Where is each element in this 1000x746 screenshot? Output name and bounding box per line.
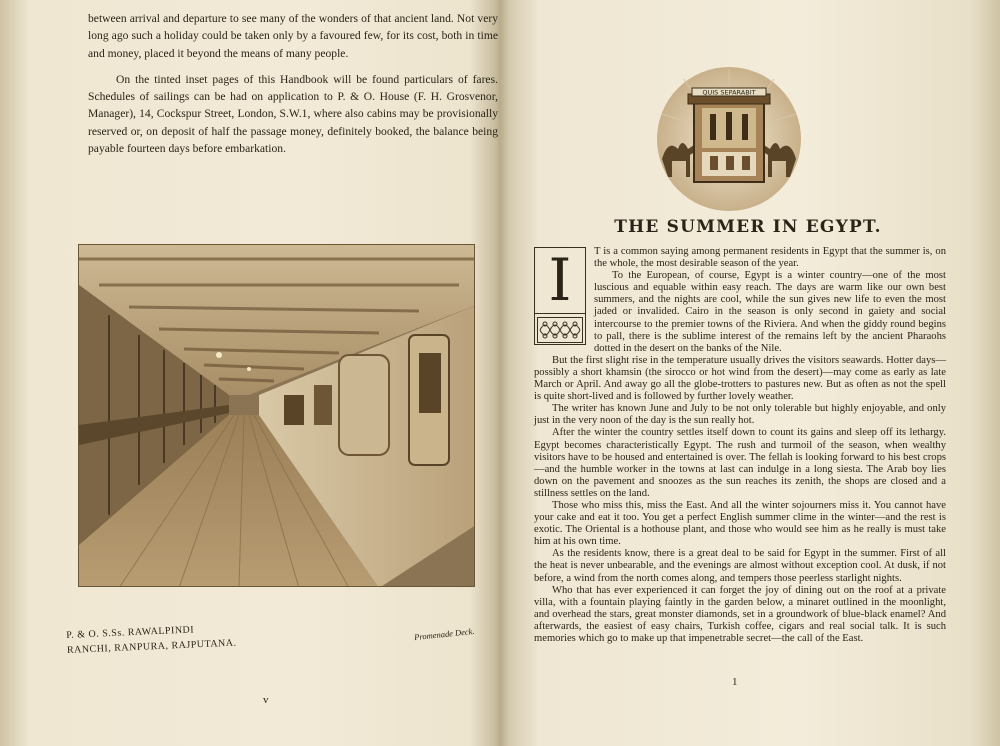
article-paragraph-6: Those who miss this, miss the East. And all the winter sojourners miss it. You cannot have your cake and eat it too. You get a perfect English summer clime in the winter—and the rest is exotic. The Oriental is a hothouse plant, and those who would see him as he really is must take him at his own time. bbox=[534, 499, 946, 548]
promenade-deck-photo bbox=[78, 244, 475, 587]
right-page-number: 1 bbox=[732, 676, 738, 688]
article-body bbox=[534, 246, 946, 645]
deck-caption: Promenade Deck. bbox=[413, 625, 475, 643]
article-paragraph-3: But the first slight rise in the temperature usually drives the visitors seawards. Hotter days—possibly a short khamsin (the sirocco or hot wind from the desert)—may come as early as late March or April. And away go all the globe-trotters to pastures new. But as often as not the spell is quite short-lived and is followed by further lovely weather. bbox=[534, 354, 946, 403]
left-paragraph-2: On the tinted inset pages of this Handbook will be found particulars of fares. Schedules of sailings can be had on application to P. & O. House (F. H. Grosvenor, Manager), 14, Cockspur Street, London, S.W.1, where also cabins may be provisionally reserved or, on deposit of half the passage money, definitely booked, the balance being payable fourteen days before embarkation. bbox=[88, 72, 498, 156]
left-page-text bbox=[88, 10, 498, 157]
article-paragraph-8: Who that has ever experienced it can forget the joy of dining out on the roof at a private villa, with a fountain playing faintly in the garden below, a minaret outlined in the moonlight, and overhead the stars, great monster diamonds, set in a groundwork of blue-black enamel? And afterwards, the easiest of easy chairs, Turkish coffee, cigars and real social talk. It is such memories which go to make up that impenetrable secret—the call of the East. bbox=[534, 584, 946, 644]
ship-caption-line-2: RANCHI, RANPURA, RAJPUTANA. bbox=[66, 637, 237, 656]
ship-caption-line-1: P. & O. S.Ss. RAWALPINDI bbox=[66, 624, 195, 641]
emblem-seal bbox=[654, 64, 804, 214]
emblem-illustration bbox=[654, 64, 804, 214]
article-paragraph-4: The writer has known June and July to be not only tolerable but highly enjoyable, and only just in the very noon of the day is the sun really hot. bbox=[534, 403, 946, 427]
article-paragraph-5: After the winter the country settles itself down to count its gains and sleep off its lethargy. Egypt becomes characteristically Egypt. The rush and turmoil of the season, when wealthy visitors have to be housed and entertained is over. The fellah is looking forward to his best crops—and the humble worker in the towns at last can indulge in a long siesta. The Arab boy lies down on the pavement and snoozes as the sun reaches its zenith, the shops are closed and a stillness settles on the land. bbox=[534, 427, 946, 499]
left-page bbox=[40, 0, 498, 746]
drop-cap-letter: I bbox=[535, 248, 585, 314]
article-paragraph-7: As the residents know, there is a great deal to be said for Egypt in the summer. First of all the heat is never unbearable, and the evenings are almost without exception cool. At dusk, if not before, a wind from the north comes along, and tempers those peerless starlight nights. bbox=[534, 548, 946, 584]
left-page-number: v bbox=[263, 694, 269, 706]
page-title: THE SUMMER IN EGYPT. bbox=[614, 217, 882, 237]
right-page bbox=[512, 0, 972, 746]
left-paragraph-1: between arrival and departure to see many of the wonders of that ancient land. Not very long ago such a holiday could be taken only by a favoured few, for its cost, both in time and money, placed it beyond the means of many people. bbox=[88, 12, 498, 60]
deck-photo-image bbox=[79, 245, 475, 587]
drop-cap-pattern bbox=[537, 317, 583, 343]
article-paragraph-1: T is a common saying among permanent residents in Egypt that the summer is, on the whole, the most desirable season of the year. bbox=[594, 246, 946, 270]
drop-cap-ornament bbox=[534, 247, 586, 345]
arabesque-pattern-icon bbox=[538, 318, 582, 342]
article-paragraph-2: To the European, of course, Egypt is a winter country—one of the most luscious and equable within easy reach. The days are warm like our own best summers, and the nights are cool, while the sun gives new life to even the most jaded or invalided. Cairo in the season is only second in gaiety and social intercourse to the premier towns of the Riviera. And when the giddy round begins to pall, there is the sublime interest of the remains left by the ancient Pharaohs dotted in the desert on the banks of the Nile. bbox=[594, 270, 946, 354]
emblem-motto: QUIS SEPARABIT bbox=[702, 88, 756, 97]
ship-caption bbox=[66, 619, 267, 658]
